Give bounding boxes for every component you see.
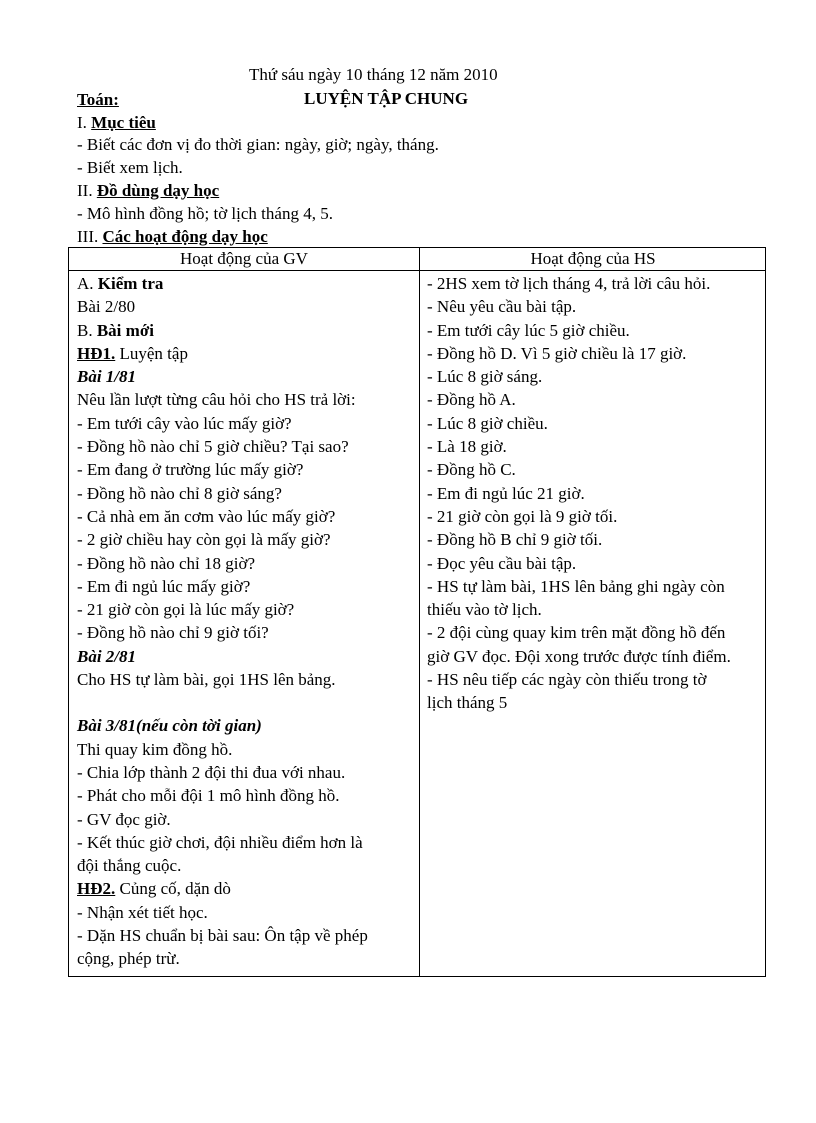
student-line: - Đồng hồ D. Vì 5 giờ chiều là 17 giờ. (427, 343, 687, 363)
student-line: - 2 đội cùng quay kim trên mặt đồng hồ đến (427, 623, 726, 643)
activity-2-heading (77, 877, 413, 900)
part-prefix: B. (77, 320, 97, 340)
column-divider (419, 248, 420, 976)
section-number: I. (77, 113, 87, 132)
student-line: giờ GV đọc. Đội xong trước được tính điểm. (427, 646, 731, 666)
objective-item: - Biết các đơn vị đo thời gian: ngày, giờ; ngày, tháng. (77, 135, 439, 154)
student-line: - Đọc yêu cầu bài tập. (427, 553, 577, 573)
section-number: II. (77, 181, 93, 200)
teacher-line: - Chia lớp thành 2 đội thi đua với nhau. (77, 762, 346, 782)
section-title: Các hoạt động dạy học (102, 227, 268, 246)
teacher-line: - Dặn HS chuẩn bị bài sau: Ôn tập về phép (77, 926, 368, 946)
student-line: lịch tháng 5 (427, 693, 508, 713)
student-line: - Đồng hồ A. (427, 390, 516, 410)
student-line: - Nêu yêu cầu bài tập. (427, 297, 577, 317)
student-line: - Em tưới cây lúc 5 giờ chiều. (427, 320, 630, 340)
student-line: - Lúc 8 giờ sáng. (427, 367, 543, 387)
teacher-line: Thi quay kim đồng hồ. (77, 739, 233, 759)
activity-label: HĐ1. (77, 343, 116, 363)
part-a-heading (77, 272, 413, 295)
part-title: Kiểm tra (97, 274, 164, 293)
objective-item: - Biết xem lịch. (77, 158, 183, 177)
student-line: - Lúc 8 giờ chiều. (427, 413, 548, 433)
student-column (427, 272, 759, 715)
teacher-line: Nêu lần lượt từng câu hỏi cho HS trả lời: (77, 390, 356, 410)
section-materials-heading (77, 181, 219, 201)
student-line: thiếu vào tờ lịch. (427, 600, 542, 620)
student-line: - 21 giờ còn gọi là 9 giờ tối. (427, 506, 618, 526)
teacher-column (77, 272, 413, 971)
student-line: - Đồng hồ C. (427, 460, 516, 480)
teacher-line: - Em đi ngủ lúc mấy giờ? (77, 576, 251, 596)
student-line: - Em đi ngủ lúc 21 giờ. (427, 483, 585, 503)
teacher-line: - Em đang ở trường lúc mấy giờ? (77, 460, 304, 480)
section-objectives-heading (77, 113, 156, 133)
lesson-title: LUYỆN TẬP CHUNG (304, 89, 469, 108)
activities-table (68, 247, 766, 977)
teacher-line: - Em tưới cây vào lúc mấy giờ? (77, 413, 292, 433)
materials-item: - Mô hình đồng hồ; tờ lịch tháng 4, 5. (77, 204, 333, 223)
activity-label: HĐ2. (77, 879, 116, 899)
teacher-line: - Đồng hồ nào chỉ 9 giờ tối? (77, 623, 269, 643)
exercise-2-title: Bài 2/81 (77, 646, 137, 666)
exercise-1-title: Bài 1/81 (77, 367, 137, 387)
lesson-date: Thứ sáu ngày 10 tháng 12 năm 2010 (249, 65, 498, 84)
teacher-line: - GV đọc giờ. (77, 809, 171, 829)
section-title: Mục tiêu (91, 113, 156, 132)
student-line: - 2HS xem tờ lịch tháng 4, trả lời câu hỏi. (427, 274, 711, 293)
subject-label: Toán: (77, 90, 119, 109)
teacher-line: - Kết thúc giờ chơi, đội nhiều điểm hơn là (77, 832, 363, 852)
activity-1-heading (77, 342, 413, 365)
part-prefix: A. (77, 274, 98, 293)
teacher-line: cộng, phép trừ. (77, 949, 180, 969)
header-student-activities: Hoạt động của HS (530, 249, 656, 268)
teacher-line: - Nhận xét tiết học. (77, 902, 208, 922)
part-title: Bài mới (96, 320, 154, 340)
review-exercise: Bài 2/80 (77, 297, 136, 317)
teacher-line: Cho HS tự làm bài, gọi 1HS lên bảng. (77, 670, 336, 690)
section-title: Đồ dùng dạy học (96, 181, 220, 200)
section-number: III. (77, 227, 99, 246)
header-divider (69, 270, 765, 271)
part-b-heading (77, 319, 413, 342)
student-line: - HS nêu tiếp các ngày còn thiếu trong tờ (427, 670, 707, 690)
teacher-line: - Cả nhà em ăn cơm vào lúc mấy giờ? (77, 506, 336, 526)
student-line: - Là 18 giờ. (427, 437, 507, 457)
activity-text: Củng cố, dặn dò (115, 879, 231, 899)
activity-text: Luyện tập (115, 343, 188, 363)
spacer (77, 691, 413, 714)
student-line: - HS tự làm bài, 1HS lên bảng ghi ngày còn (427, 576, 725, 596)
student-line: - Đồng hồ B chỉ 9 giờ tối. (427, 530, 603, 550)
teacher-line: - Đồng hồ nào chỉ 8 giờ sáng? (77, 483, 282, 503)
teacher-line: - Đồng hồ nào chỉ 5 giờ chiều? Tại sao? (77, 437, 349, 457)
teacher-line: - Phát cho mỗi đội 1 mô hình đồng hồ. (77, 786, 340, 806)
teacher-line: - 21 giờ còn gọi là lúc mấy giờ? (77, 600, 295, 620)
section-activities-heading (77, 227, 268, 247)
teacher-line: - Đồng hồ nào chỉ 18 giờ? (77, 553, 256, 573)
teacher-line: đội thắng cuộc. (77, 856, 182, 876)
header-teacher-activities: Hoạt động của GV (180, 249, 308, 268)
exercise-3-title: Bài 3/81(nếu còn tời gian) (77, 716, 262, 736)
teacher-line: - 2 giờ chiều hay còn gọi là mấy giờ? (77, 530, 331, 550)
